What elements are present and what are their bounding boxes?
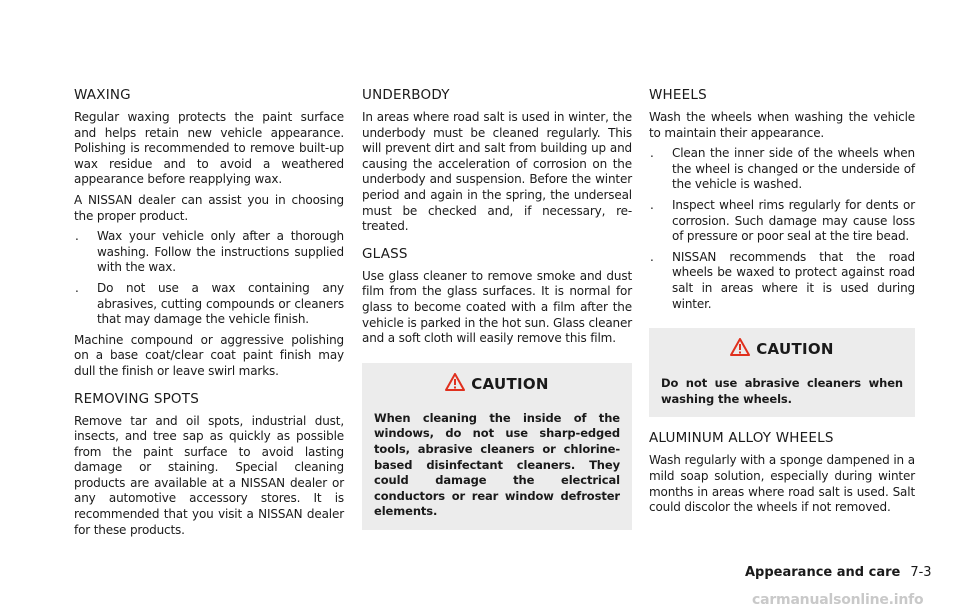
spots-paragraph: Remove tar and oil spots, industrial dust, insects, and tree sap as quickly as possible from the paint surface to avoid lasting damage or staining. Special cleaning products are available at a NISSAN dealer or any automotive accessory stores. It is recommended that you visit a NISSAN dealer for these products.	[74, 413, 344, 537]
warning-triangle-icon	[445, 373, 465, 395]
caution-text: Do not use abrasive cleaners when washing the wheels.	[661, 376, 903, 406]
heading-waxing: WAXING	[74, 87, 131, 103]
list-item-text: Inspect wheel rims regularly for dents or corrosion. Such damage may cause loss of pressure or poor seal at the tire bead.	[672, 197, 915, 244]
caution-title: CAUTION	[756, 340, 834, 359]
list-item-text: Clean the inner side of the wheels when the wheel is changed or the underside of the vehicle is washed.	[672, 146, 915, 192]
heading-aluminum-alloy-wheels: ALUMINUM ALLOY WHEELS	[649, 430, 834, 447]
underbody-paragraph: In areas where road salt is used in winter, the underbody must be cleaned regularly. This will prevent dirt and salt from building up and causing the acceleration of corrosion on the underbody and suspension. Before the winter period and again in the spring, the underseal must be checked and, if necessary, re-treated.	[362, 110, 632, 234]
warning-triangle-icon	[730, 338, 750, 360]
list-item	[649, 146, 915, 193]
list-item	[74, 281, 344, 328]
watermark: carmanualsonline.info	[752, 592, 924, 608]
caution-box-wheels	[649, 328, 915, 417]
column-middle	[362, 86, 632, 542]
list-item-text: NISSAN recommends that the road wheels be waxed to protect against road salt in areas where it is used during winter.	[672, 249, 915, 311]
wheels-bullet-list	[649, 146, 915, 312]
caution-header	[661, 338, 903, 360]
list-item	[649, 198, 915, 245]
caution-text: When cleaning the inside of the windows, do not use sharp-edged tools, abrasive cleaners or chlorine-based disinfectant cleaners. They could damage the electrical conductors or rear window defroster elements.	[374, 410, 620, 519]
list-item-text: Do not use a wax containing any abrasives, cutting compounds or cleaners that may damage the vehicle finish.	[97, 280, 344, 327]
heading-wheels: WHEELS	[649, 87, 707, 103]
column-right	[649, 86, 915, 521]
bullet-dot: .	[75, 280, 79, 295]
footer-section-title: Appearance and care	[745, 565, 901, 580]
wheels-paragraph: Wash the wheels when washing the vehicle to maintain their appearance.	[649, 110, 915, 140]
heading-glass: GLASS	[362, 245, 408, 262]
bullet-dot: .	[75, 229, 79, 244]
caution-header	[374, 373, 620, 395]
waxing-paragraph-2: A NISSAN dealer can assist you in choosing the proper product.	[74, 192, 344, 223]
list-item	[649, 250, 915, 312]
column-left	[74, 86, 344, 543]
page-number: 7-3	[910, 565, 932, 580]
heading-removing-spots: REMOVING SPOTS	[74, 390, 199, 407]
waxing-paragraph-3: Machine compound or aggressive polishing on a base coat/clear coat paint finish may dull the finish or leave swirl marks.	[74, 332, 344, 378]
waxing-paragraph-1: Regular waxing protects the paint surface and helps retain new vehicle appearance. Polishing is recommended to remove built-up wax residue and to avoid a weathered appearance before reapplying wax.	[74, 110, 344, 187]
bullet-dot: .	[650, 197, 654, 212]
waxing-bullet-list	[74, 229, 344, 328]
list-item-text: Wax your vehicle only after a thorough washing. Follow the instructions supplied with the wax.	[97, 229, 344, 275]
bullet-dot: .	[650, 249, 654, 264]
list-item	[74, 229, 344, 276]
alloy-paragraph: Wash regularly with a sponge dampened in a mild soap solution, especially during winter months in areas where road salt is used. Salt could discolor the wheels if not removed.	[649, 453, 915, 515]
heading-underbody: UNDERBODY	[362, 87, 450, 103]
caution-box-glass	[362, 363, 632, 530]
glass-paragraph: Use glass cleaner to remove smoke and dust film from the glass surfaces. It is normal for glass to become coated with a film after the vehicle is parked in the hot sun. Glass cleaner and a soft cloth will easily remove this film.	[362, 268, 632, 346]
bullet-dot: .	[650, 146, 654, 161]
caution-title: CAUTION	[471, 374, 549, 393]
page-footer	[745, 565, 932, 580]
